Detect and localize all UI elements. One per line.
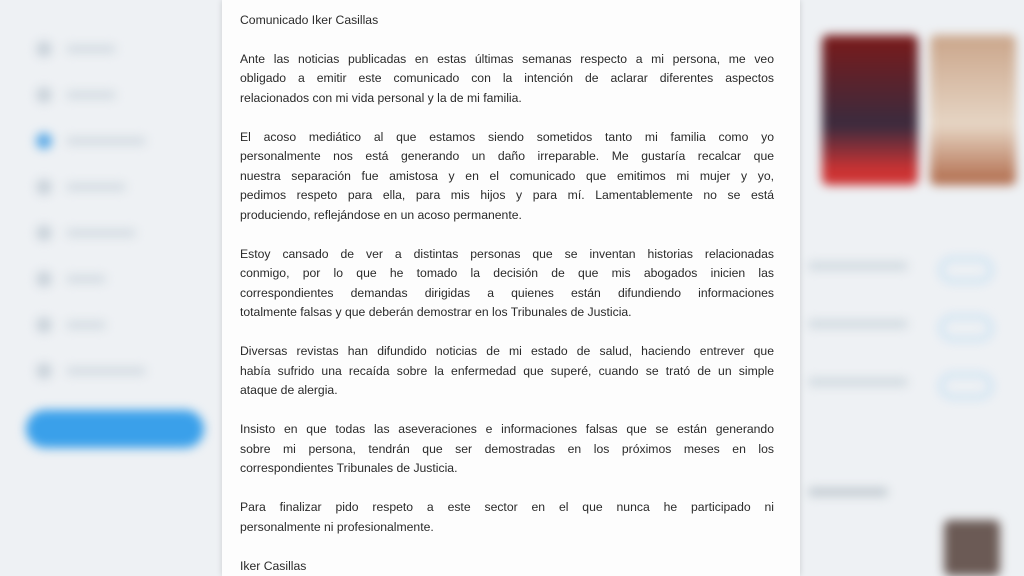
sidebar-item xyxy=(36,318,156,332)
sidebar-item xyxy=(36,364,156,378)
text-line: personalmente ni profesionalmente. xyxy=(240,519,434,534)
sidebar-item xyxy=(36,42,156,56)
sidebar-item xyxy=(36,272,156,286)
nav-icon xyxy=(36,271,52,287)
sidebar-item xyxy=(36,180,156,194)
paragraph xyxy=(240,245,774,323)
text-line: Para finalizar pido respeto a este sector en el que nunca he participado ni xyxy=(240,500,774,514)
nav-icon xyxy=(36,363,52,379)
text-line: sobre mi persona, tendrán que ser demostradas en los próximos meses en los xyxy=(240,441,774,456)
text-line: totalmente falsas y que deberán demostrar en los Tribunales de Justicia. xyxy=(240,305,632,319)
text-line: Estoy cansado de ver a distintas personas que se inventan historias relacionadas xyxy=(240,246,774,261)
text-line: Ante las noticias publicadas en estas últimas semanas respecto a mi persona, me veo xyxy=(240,51,774,66)
sidebar-item xyxy=(36,88,156,102)
tweet-button xyxy=(26,410,204,448)
paragraph xyxy=(240,342,774,401)
text-line: ataque de alergia. xyxy=(240,383,338,397)
nav-icon xyxy=(36,225,52,241)
text-line: pedimos respeto para ella, para mis hijos y para mí. Lamentablemente no se está xyxy=(240,188,774,202)
text-line: relacionados con mi vida personal y la de mi familia. xyxy=(240,90,522,105)
nav-icon xyxy=(36,179,52,195)
text-line: obligado a emitir este comunicado con la intención de aclarar diferentes aspectos xyxy=(240,71,774,85)
text-line: Insisto en que todas las aseveraciones e informaciones falsas que se están generando xyxy=(240,422,774,436)
avatar xyxy=(944,520,1000,576)
media-thumbnail xyxy=(822,35,918,185)
text-line: personalmente nos está generando un daño irreparable. Me gustaría recalcar que xyxy=(240,149,774,163)
paragraph xyxy=(240,498,774,537)
text-line: El acoso mediático al que estamos siendo sometidos tanto mi familia como yo xyxy=(240,129,774,144)
sidebar-item xyxy=(36,134,156,148)
paragraph xyxy=(240,128,774,226)
document-title: Comunicado Iker Casillas xyxy=(240,13,379,27)
nav-icon xyxy=(36,317,52,333)
text-line: había sufrido una recaída sobre la enfermedad que superé, cuando se trató de un simple xyxy=(240,363,774,378)
text-line: Diversas revistas han difundido noticias de mi estado de salud, haciendo entrever que xyxy=(240,344,774,358)
text-line: correspondientes demandas dirigidas a quienes están difundiendo informaciones xyxy=(240,285,774,300)
text-line: produciendo, reflejándose en un acoso permanente. xyxy=(240,207,522,222)
text-line: correspondientes Tribunales de Justicia. xyxy=(240,461,458,475)
nav-icon xyxy=(36,87,52,103)
statement-document xyxy=(222,0,800,576)
text-line: conmigo, por lo que he tomado la decisión de que mis abogados inicien las xyxy=(240,266,774,280)
paragraph xyxy=(240,50,774,109)
signature: Iker Casillas xyxy=(240,558,307,573)
sidebar-item xyxy=(36,226,156,240)
media-thumbnail xyxy=(930,35,1016,185)
paragraph xyxy=(240,420,774,479)
nav-icon xyxy=(36,133,52,149)
nav-icon xyxy=(36,41,52,57)
text-line: nuestra separación fue amistosa y en el comunicado que emitimos mi mujer y yo, xyxy=(240,168,774,183)
